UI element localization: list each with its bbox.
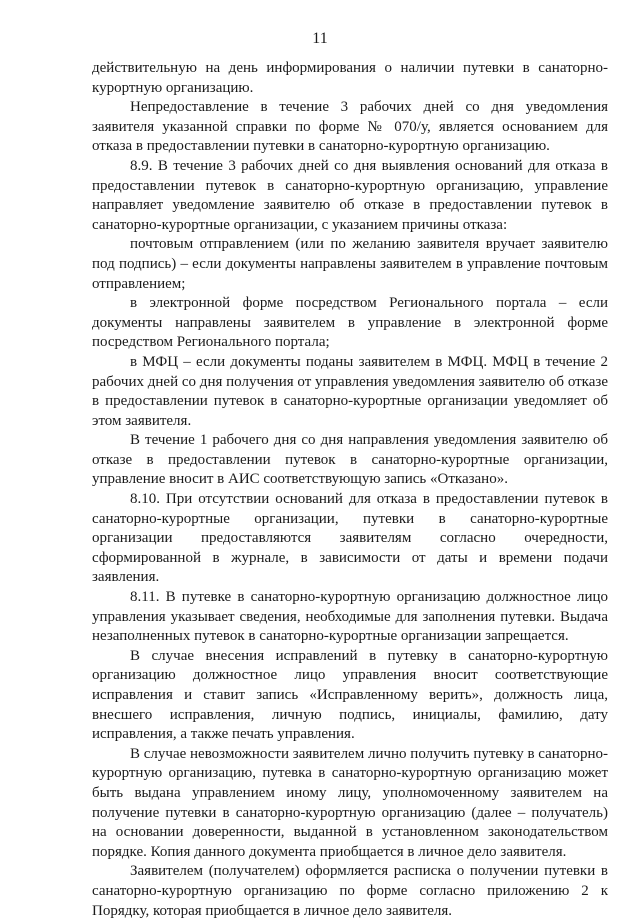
paragraph-8-10: 8.10. При отсутствии оснований для отказа в предоставлении путевок в санаторно-курортные организации, путевки в санаторно-курортные организации предоставляются заявителям согласно очередности, сформированной в журнале, в зависимости от даты и времени подачи заявления. [92,491,608,586]
paragraph-certificate-deadline: Непредоставление в течение 3 рабочих дней со дня уведомления заявителя указанной справки по форме № 070/у, является основанием для отказа в предоставлении путевки в санаторно-курортную организацию. [92,99,608,155]
paragraph-receipt: Заявителем (получателем) оформляется расписка о получении путевки в санаторно-курортную организацию по форме согласно приложению 2 к Порядку, которая приобщается в личное дело заявителя. [92,863,608,919]
paragraph-8-9: 8.9. В течение 3 рабочих дней со дня выявления оснований для отказа в предоставлении путевок в санаторно-курортную организацию, управление направляет уведомление заявителю об отказе в предоставлении путевок в санаторно-курортные организации, с указанием причины отказа: [92,157,608,233]
paragraph-8-11: 8.11. В путевке в санаторно-курортную организацию должностное лицо управления указывает сведения, необходимые для заполнения путевки. Выдача незаполненных путевок в санаторно-курортные организации запрещается. [92,589,608,645]
document-body [92,59,608,921]
paragraph-corrections: В случае внесения исправлений в путевку в санаторно-курортную организацию должностное лицо управления вносит соответствующие исправления и ставит запись «Исправленному верить», должность лица, внесшего исправления, личную подпись, инициалы, фамилию, дату исправления, а также печать управления. [92,647,608,743]
paragraph-postal-delivery: почтовым отправлением (или по желанию заявителя вручает заявителю под подпись) – если документы направлены заявителем в управление почтовым отправлением; [92,236,608,292]
page-number: 11 [312,30,328,47]
paragraph-ais-record: В течение 1 рабочего дня со дня направления уведомления заявителю об отказе в предоставлении путевок в санаторно-курортные организации, управление вносит в АИС соответствующую запись «Отказано». [92,432,608,488]
paragraph-continuation: действительную на день информирования о наличии путевки в санаторно-курортную организацию. [92,60,608,96]
paragraph-proxy-recipient: В случае невозможности заявителем лично получить путевку в санаторно-курортную организацию, путевка в санаторно-курортную организацию может быть выдана управлением иному лицу, уполномоченному заявителем на получение путевки в санаторно-курортную организацию (далее – получатель) на основании доверенности, выданной в установленном законодательством порядке. Копия данного документа приобщается в личное дело заявителя. [92,745,608,860]
paragraph-electronic-form: в электронной форме посредством Регионального портала – если документы направлены заявителем в управление в электронной форме посредством Регионального портала; [92,295,608,351]
paragraph-mfc: в МФЦ – если документы поданы заявителем в МФЦ. МФЦ в течение 2 рабочих дней со дня получения от управления уведомления заявителю об отказе в предоставлении путевок в санаторно-курортные организации уведомляет об этом заявителя. [92,353,608,429]
